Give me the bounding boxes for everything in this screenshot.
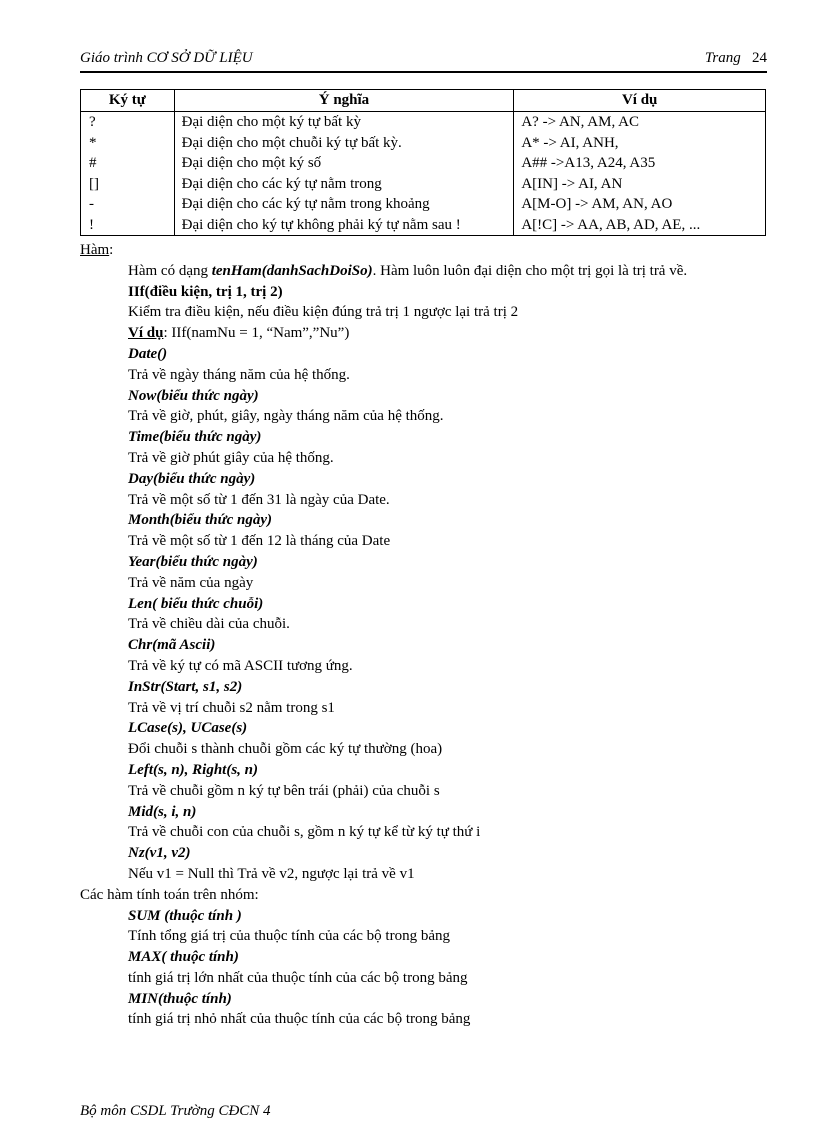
example-cell: A? -> AN, AM, AC (514, 112, 766, 133)
header-rule (80, 71, 767, 73)
function-desc: Trả về chuỗi con của chuỗi s, gồm n ký tự kể từ ký tự thứ i (128, 824, 481, 841)
function-desc: Trả về một số từ 1 đến 31 là ngày của Date. (128, 491, 390, 508)
ham-title: Hàm (80, 242, 110, 258)
function-desc: Đổi chuỗi s thành chuỗi gồm các ký tự thường (hoa) (128, 741, 443, 758)
function-name: Nz(v1, v2) (128, 845, 191, 862)
function-desc: Trả về chuỗi gồm n ký tự bên trái (phải) của chuỗi s (128, 782, 440, 799)
function-name: Day(biểu thức ngày) (128, 470, 256, 487)
column-header: Ví dụ (514, 90, 766, 112)
function-name: MAX( thuộc tính) (128, 949, 239, 966)
function-desc: Tính tổng giá trị của thuộc tính của các bộ trong bảng (128, 928, 450, 945)
function-desc: Trả về giờ phút giây của hệ thống. (128, 449, 334, 466)
iif-desc: Kiểm tra điều kiện, nếu điều kiện đúng trả trị 1 ngược lại trả trị 2 (128, 304, 519, 321)
page-number-block (705, 50, 767, 67)
function-name: SUM (thuộc tính ) (128, 907, 242, 924)
page-footer: Bộ môn CSDL Trường CĐCN 4 (80, 1103, 271, 1119)
function-desc: Trả về giờ, phút, giây, ngày tháng năm của hệ thống. (128, 408, 444, 425)
function-desc: Nếu v1 = Null thì Trả về v2, ngược lại trả về v1 (128, 865, 415, 882)
function-name: Now(biểu thức ngày) (128, 387, 259, 404)
symbol-cell: # (81, 153, 175, 174)
table-row (81, 133, 766, 154)
example-cell: A* -> AI, ANH, (514, 133, 766, 154)
meaning-cell: Đại diện cho một ký số (174, 153, 514, 174)
example-cell: A## ->A13, A24, A35 (514, 153, 766, 174)
function-name: Left(s, n), Right(s, n) (128, 761, 259, 778)
header-title: Giáo trình CƠ SỞ DỮ LIỆU (80, 50, 253, 66)
column-header: Ý nghĩa (174, 90, 514, 112)
function-name: Chr(mã Ascii) (128, 637, 216, 654)
symbol-cell: [] (81, 174, 175, 195)
example-cell: A[M-O] -> AM, AN, AO (514, 194, 766, 215)
function-name: MIN(thuộc tính) (128, 990, 232, 1007)
meaning-cell: Đại diện cho ký tự không phải ký tự nằm sau ! (174, 215, 514, 236)
intro-syntax: tenHam(danhSachDoiSo) (211, 262, 373, 279)
intro-text-tail: . Hàm luôn luôn đại diện cho một trị gọi là trị trả về. (372, 262, 688, 279)
meaning-cell: Đại diện cho một chuỗi ký tự bất kỳ. (174, 133, 514, 154)
function-name: Year(biểu thức ngày) (128, 553, 258, 570)
function-name: Mid(s, i, n) (128, 803, 197, 820)
function-list (80, 344, 780, 885)
function-desc: Trả về chiều dài của chuỗi. (128, 616, 290, 633)
iif-name: IIf(điều kiện, trị 1, trị 2) (128, 283, 283, 300)
table-row (81, 112, 766, 133)
example-cell: A[!C] -> AA, AB, AD, AE, ... (514, 215, 766, 236)
table-row (81, 153, 766, 174)
meaning-cell: Đại diện cho các ký tự nằm trong khoảng (174, 194, 514, 215)
function-desc: Trả về năm của ngày (128, 574, 254, 591)
function-name: LCase(s), UCase(s) (128, 720, 248, 737)
intro-text: Hàm có dạng (128, 262, 212, 279)
column-header: Ký tự (81, 90, 175, 112)
table-row (81, 194, 766, 215)
example-cell: A[IN] -> AI, AN (514, 174, 766, 195)
meaning-cell: Đại diện cho các ký tự nằm trong (174, 174, 514, 195)
example-line (80, 323, 780, 344)
table-row (81, 215, 766, 236)
symbol-cell: - (81, 194, 175, 215)
page-label: Trang (704, 50, 741, 66)
function-desc: tính giá trị lớn nhất của thuộc tính của các bộ trong bảng (128, 969, 468, 986)
function-desc: Trả về ngày tháng năm của hệ thống. (128, 366, 350, 383)
meaning-cell: Đại diện cho một ký tự bất kỳ (174, 112, 514, 133)
function-name: Time(biểu thức ngày) (128, 429, 262, 446)
function-name: InStr(Start, s1, s2) (128, 678, 243, 695)
symbol-cell: ! (81, 215, 175, 236)
function-desc: Trả về ký tự có mã ASCII tương ứng. (128, 657, 353, 674)
example-label: Ví dụ (128, 325, 164, 342)
ham-heading: Hàm: (80, 242, 114, 258)
wildcard-table (80, 89, 766, 236)
function-desc: tính giá trị nhỏ nhất của thuộc tính của các bộ trong bảng (128, 1011, 471, 1028)
group-function-list (80, 906, 780, 1031)
table-header-row (81, 90, 766, 112)
function-desc: Trả về vị trí chuỗi s2 nằm trong s1 (128, 699, 335, 716)
page-number: 24 (752, 50, 767, 66)
page-header (80, 50, 767, 67)
symbol-cell: ? (81, 112, 175, 133)
table-row (81, 174, 766, 195)
example-text: : IIf(namNu = 1, “Nam”,”Nu”) (163, 325, 350, 342)
group-title: Các hàm tính toán trên nhóm: (80, 886, 259, 903)
ham-intro (80, 261, 780, 282)
function-desc: Trả về một số từ 1 đến 12 là tháng của Date (128, 533, 391, 550)
function-name: Month(biểu thức ngày) (128, 512, 273, 529)
document-body (80, 240, 780, 1030)
function-name: Len( biểu thức chuỗi) (128, 595, 264, 612)
symbol-cell: * (81, 133, 175, 154)
function-name: Date() (128, 345, 168, 362)
